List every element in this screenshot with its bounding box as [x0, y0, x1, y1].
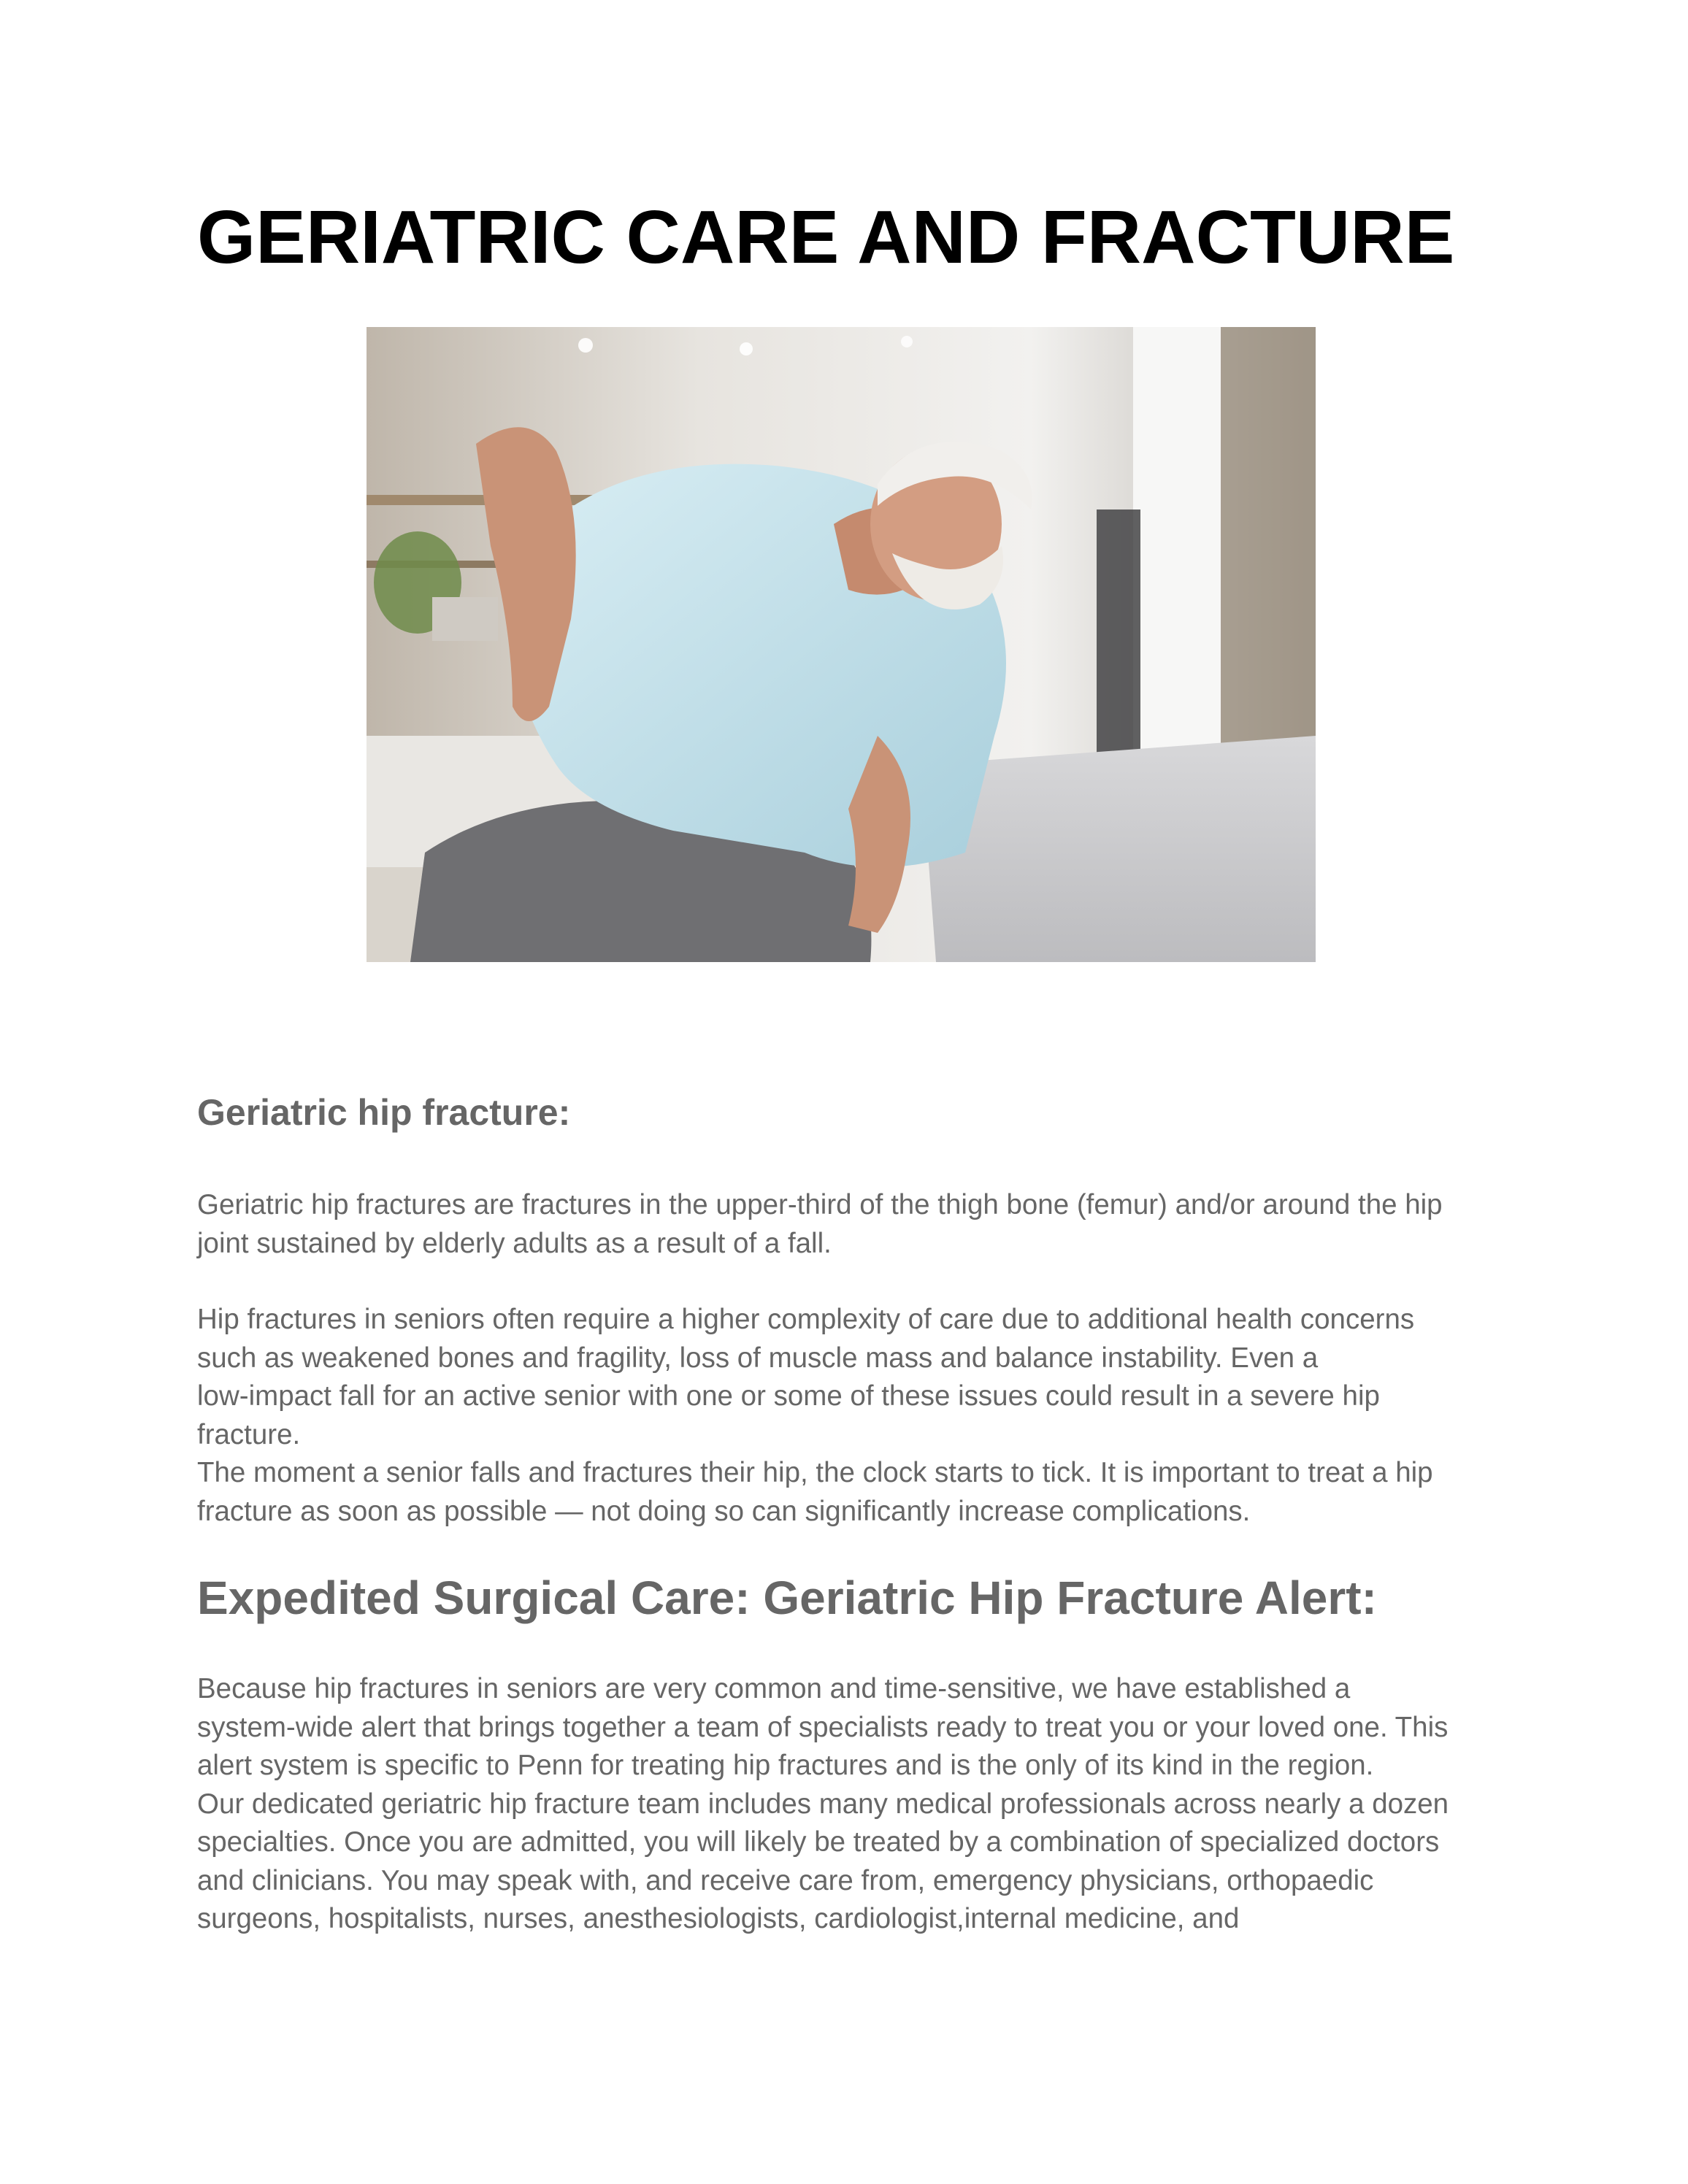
text-line: specialties. Once you are admitted, you will likely be treated by a combination of specialized doctors — [197, 1826, 1440, 1858]
section-heading-expedited-care: Expedited Surgical Care: Geriatric Hip Fracture Alert: — [197, 1572, 1377, 1624]
text-line: Hip fractures in seniors often require a higher complexity of care due to additional health concerns — [197, 1304, 1415, 1335]
senior-back-pain-photo — [367, 327, 1316, 962]
text-line: alert system is specific to Penn for treating hip fractures and is the only of its kind in the region. — [197, 1750, 1374, 1781]
paragraph-hip-fracture-alert — [197, 1670, 1449, 1939]
text-line: joint sustained by elderly adults as a result of a fall. — [197, 1227, 832, 1259]
section-heading-hip-fracture: Geriatric hip fracture: — [197, 1092, 571, 1133]
text-line: fracture as soon as possible — not doing so can significantly increase complications. — [197, 1495, 1251, 1527]
document-title: GERIATRIC CARE AND FRACTURE — [197, 195, 1455, 279]
text-line: system-wide alert that brings together a team of specialists ready to treat you or your loved one. This — [197, 1711, 1449, 1743]
text-line: such as weakened bones and fragility, loss of muscle mass and balance instability. Even a — [197, 1342, 1319, 1374]
text-line: surgeons, hospitalists, nurses, anesthesiologists, cardiologist,internal medicine, and — [197, 1903, 1240, 1934]
text-line: Our dedicated geriatric hip fracture team includes many medical professionals across nearly a dozen — [197, 1788, 1449, 1820]
text-line: Geriatric hip fractures are fractures in the upper-third of the thigh bone (femur) and/or around the hip — [197, 1189, 1443, 1220]
text-line: and clinicians. You may speak with, and receive care from, emergency physicians, orthopaedic — [197, 1864, 1374, 1896]
text-line: The moment a senior falls and fractures their hip, the clock starts to tick. It is important to treat a hip — [197, 1457, 1433, 1488]
text-line: low-impact fall for an active senior with one or some of these issues could result in a severe hip — [197, 1380, 1380, 1412]
paragraph-hip-fracture-definition — [197, 1186, 1443, 1263]
text-line: fracture. — [197, 1418, 301, 1450]
text-line: Because hip fractures in seniors are very common and time-sensitive, we have established a — [197, 1673, 1351, 1704]
paragraph-complexity-of-care — [197, 1301, 1433, 1531]
